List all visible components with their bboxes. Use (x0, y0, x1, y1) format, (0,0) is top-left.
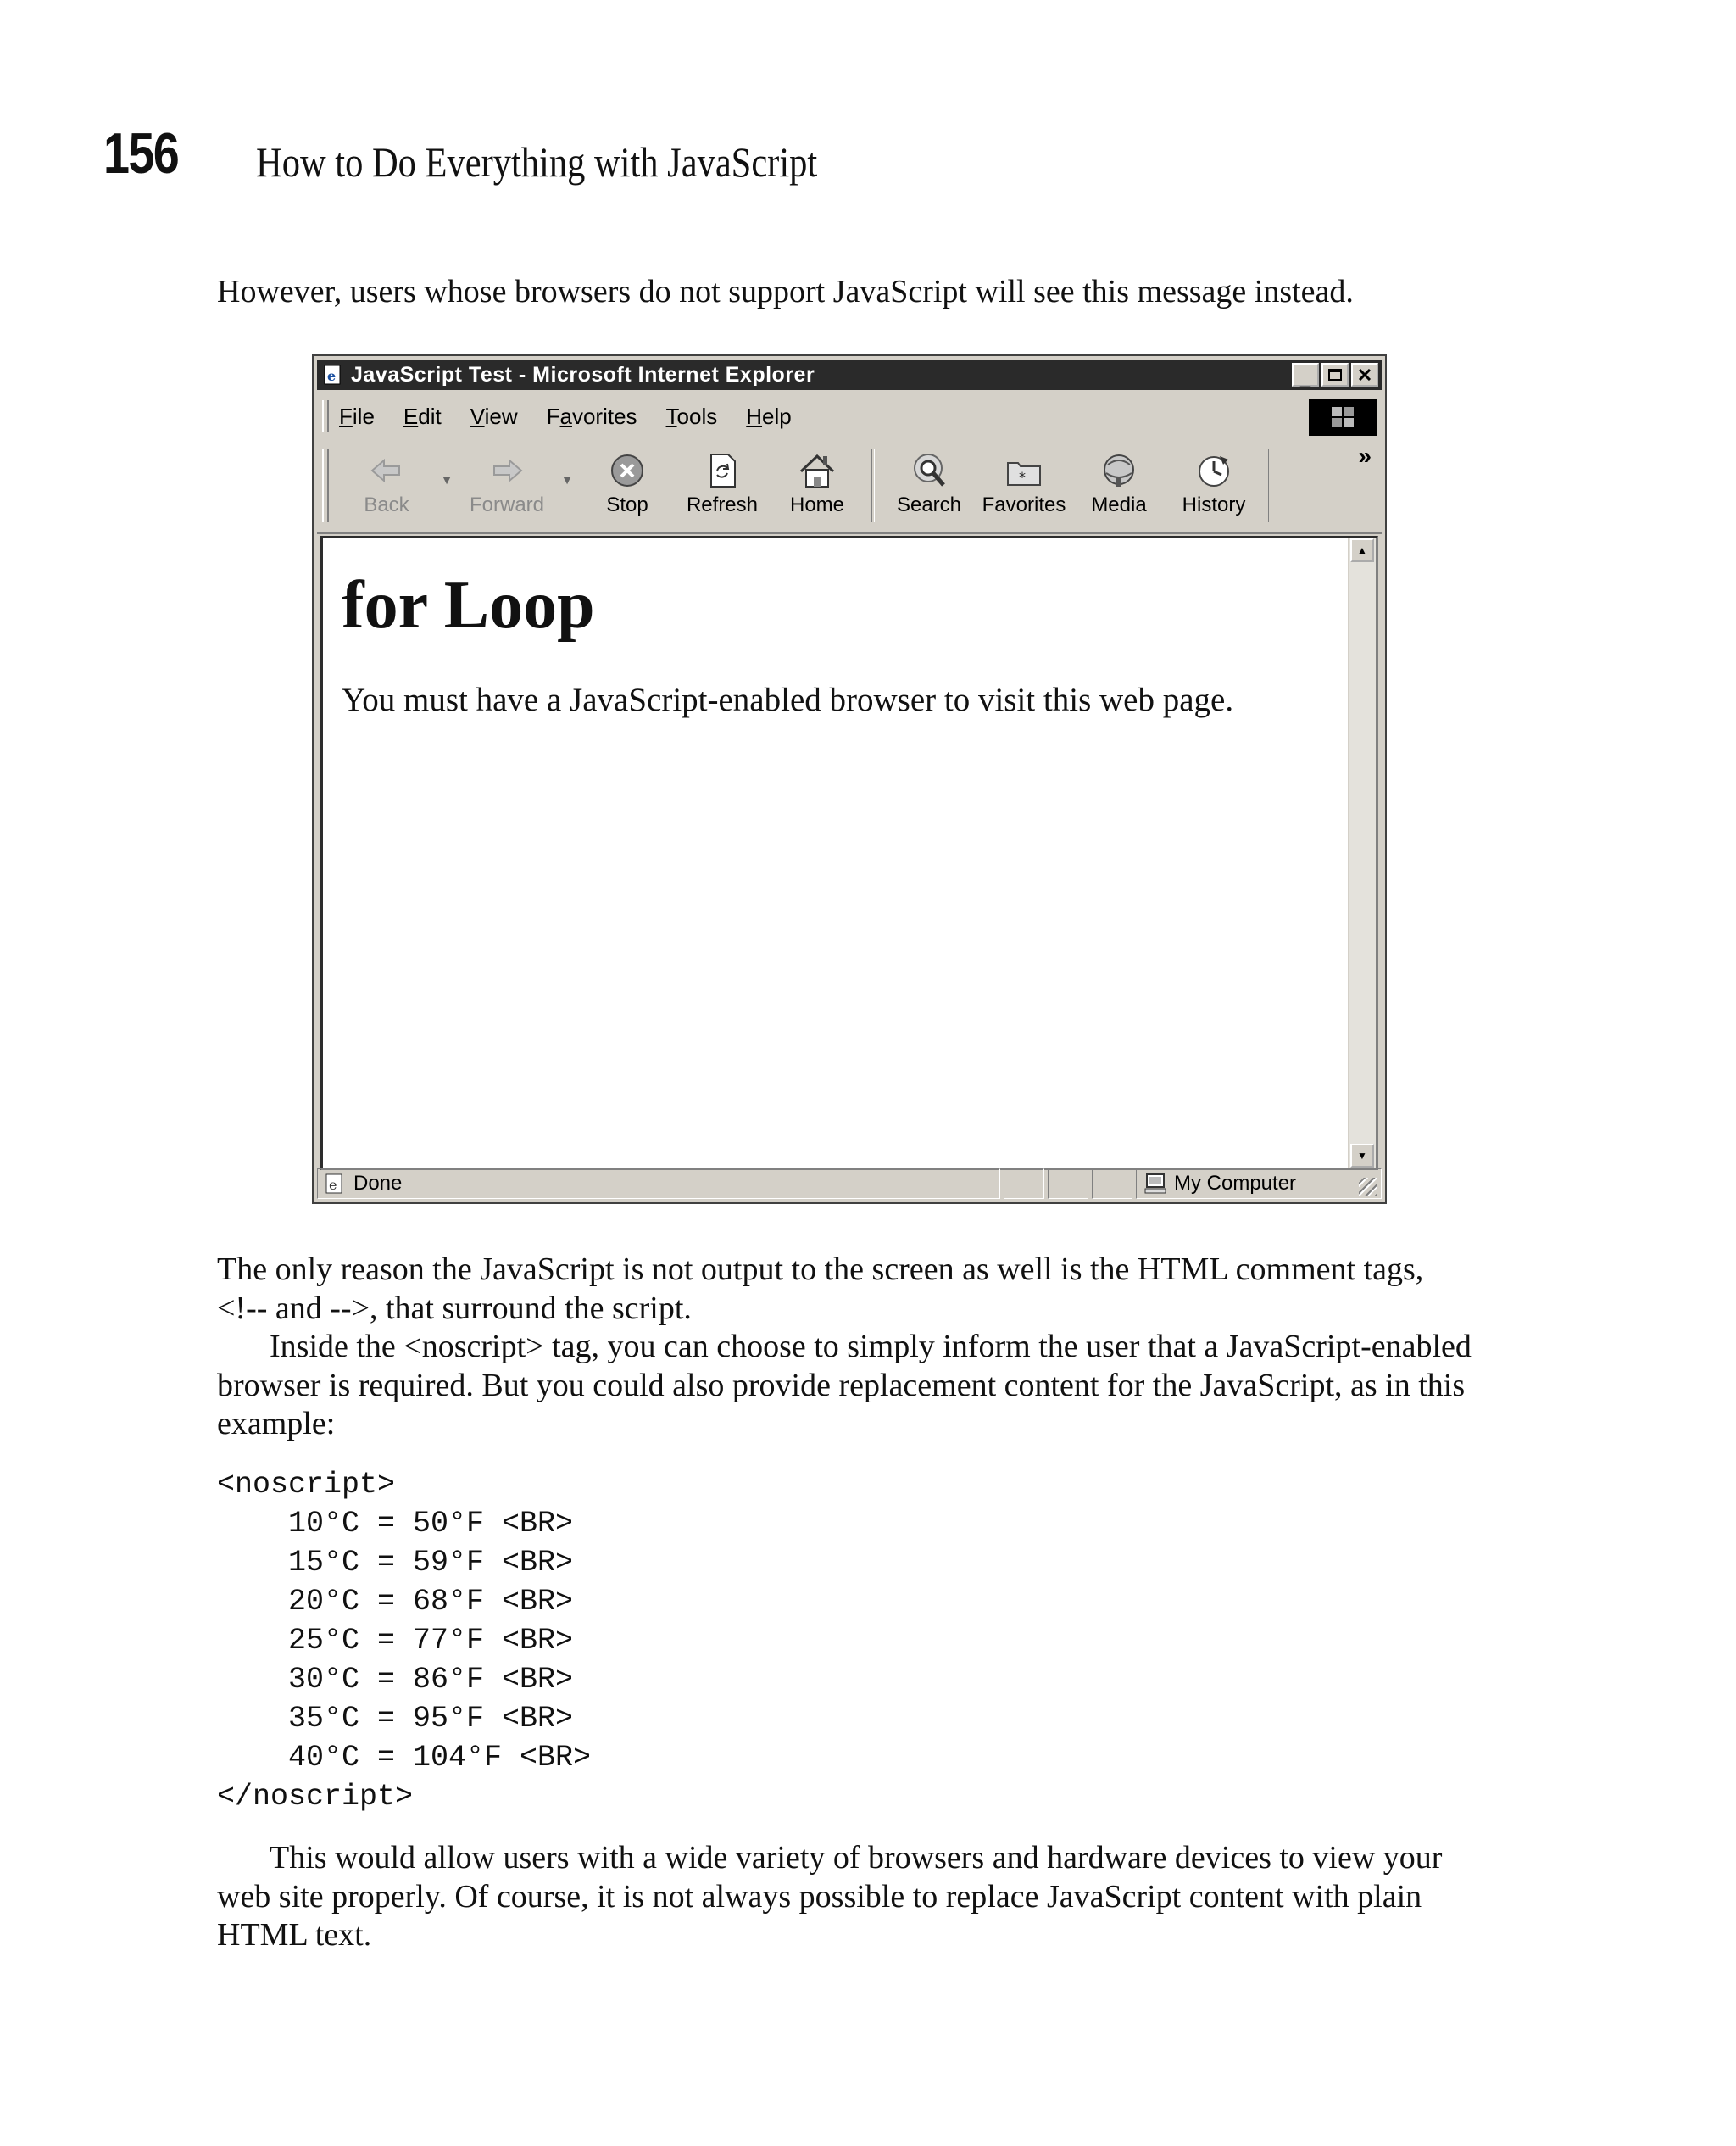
code-line: 20°C = 68°F <BR> (288, 1585, 574, 1619)
code-line: 35°C = 95°F <BR> (288, 1702, 574, 1736)
running-head: How to Do Everything with JavaScript (256, 138, 818, 186)
close-icon (1358, 369, 1372, 381)
back-button[interactable]: Back (339, 451, 434, 517)
forward-dropdown-icon[interactable]: ▼ (561, 473, 573, 487)
refresh-button[interactable]: Refresh (675, 451, 770, 517)
toolbar-overflow-chevron[interactable]: » (1358, 443, 1372, 469)
noscript-message: You must have a JavaScript-enabled browser to visit this web page. (342, 682, 1234, 718)
windows-logo (1309, 399, 1377, 436)
back-dropdown-icon[interactable]: ▼ (441, 473, 453, 487)
history-button[interactable]: History (1166, 451, 1261, 517)
toolbar-separator (1268, 449, 1271, 522)
my-computer-icon (1143, 1172, 1167, 1196)
menu-favorites[interactable]: Favorites (546, 403, 637, 429)
window-title: JavaScript Test - Microsoft Internet Explorer (351, 362, 815, 387)
menu-grip[interactable] (322, 400, 329, 432)
code-line: 15°C = 59°F <BR> (288, 1546, 574, 1580)
search-button[interactable]: Search (882, 451, 976, 517)
page-heading: for Loop (342, 568, 595, 643)
favorites-folder-icon (1004, 451, 1043, 490)
toolbar-separator (871, 449, 875, 522)
svg-text:*: * (1019, 469, 1026, 485)
svg-text:e: e (329, 1177, 337, 1193)
code-line: 25°C = 77°F <BR> (288, 1624, 574, 1658)
code-line: 10°C = 50°F <BR> (288, 1507, 574, 1541)
page-viewport (320, 536, 1378, 1170)
paragraph-line: The only reason the JavaScript is not output to the screen as well is the HTML comment tags, (217, 1251, 1424, 1287)
status-text-panel: e Done (317, 1168, 1000, 1199)
menu-view[interactable]: View (470, 403, 518, 429)
close-button[interactable] (1351, 363, 1378, 387)
menu-tools[interactable]: Tools (665, 403, 718, 429)
status-bar (317, 1168, 1382, 1199)
page-done-icon (323, 1172, 347, 1196)
search-icon (910, 451, 949, 490)
windows-flag-icon (1328, 404, 1357, 430)
toolbar-grip[interactable] (322, 449, 329, 522)
title-bar (317, 360, 1382, 390)
ie-page-icon (322, 364, 344, 386)
body-paragraph-1 (217, 1251, 1488, 1444)
code-block (217, 1465, 591, 1816)
favorites-button[interactable]: * Favorites (976, 451, 1071, 517)
body-paragraph-3: This would allow users with a wide variety of browsers and hardware devices to view your web site properly. Of course, it is not always possible to replace JavaScript content with plain HTML text. (217, 1840, 1443, 1953)
home-button[interactable]: Home (770, 451, 865, 517)
home-icon (798, 451, 837, 490)
refresh-icon (703, 451, 742, 490)
menu-help[interactable]: Help (746, 403, 792, 429)
paragraph-line: <!-- and -->, that surround the script. (217, 1290, 692, 1326)
history-icon (1194, 451, 1233, 490)
scroll-down-arrow-icon[interactable]: ▼ (1350, 1144, 1374, 1168)
menu-edit[interactable]: Edit (403, 403, 442, 429)
browser-window (312, 354, 1387, 1204)
resize-grip[interactable] (1359, 1178, 1377, 1196)
status-progress-cell (1004, 1168, 1044, 1199)
maximize-icon (1328, 369, 1342, 381)
standard-toolbar (317, 439, 1382, 534)
status-extra-cell (1092, 1168, 1132, 1199)
forward-button[interactable]: Forward (459, 451, 554, 517)
code-line: 30°C = 86°F <BR> (288, 1663, 574, 1697)
svg-text:e: e (327, 368, 337, 384)
code-line: <noscript> (217, 1468, 396, 1502)
forward-arrow-icon (487, 451, 526, 490)
maximize-button[interactable] (1321, 363, 1349, 387)
back-arrow-icon (367, 451, 406, 490)
scroll-up-arrow-icon[interactable]: ▲ (1350, 538, 1374, 562)
status-lock-cell (1048, 1168, 1088, 1199)
code-line: </noscript> (217, 1780, 414, 1814)
security-zone-panel: My Computer (1136, 1168, 1382, 1199)
stop-icon (608, 451, 647, 490)
code-line: 40°C = 104°F <BR> (288, 1741, 592, 1775)
vertical-scrollbar[interactable] (1348, 538, 1376, 1168)
page-number: 156 (103, 121, 179, 186)
menu-bar (317, 395, 1382, 438)
minimize-button[interactable]: _ (1292, 363, 1319, 387)
body-paragraph-2: Inside the <noscript> tag, you can choose to simply inform the user that a JavaScript-enabled browser is required. But you could also provide replacement content for the JavaScript, as in this example: (217, 1329, 1472, 1441)
media-icon (1099, 451, 1138, 490)
stop-button[interactable]: Stop (580, 451, 675, 517)
intro-paragraph: However, users whose browsers do not support JavaScript will see this message instead. (217, 274, 1354, 309)
media-button[interactable]: Media (1071, 451, 1166, 517)
menu-file[interactable]: File (339, 403, 375, 429)
